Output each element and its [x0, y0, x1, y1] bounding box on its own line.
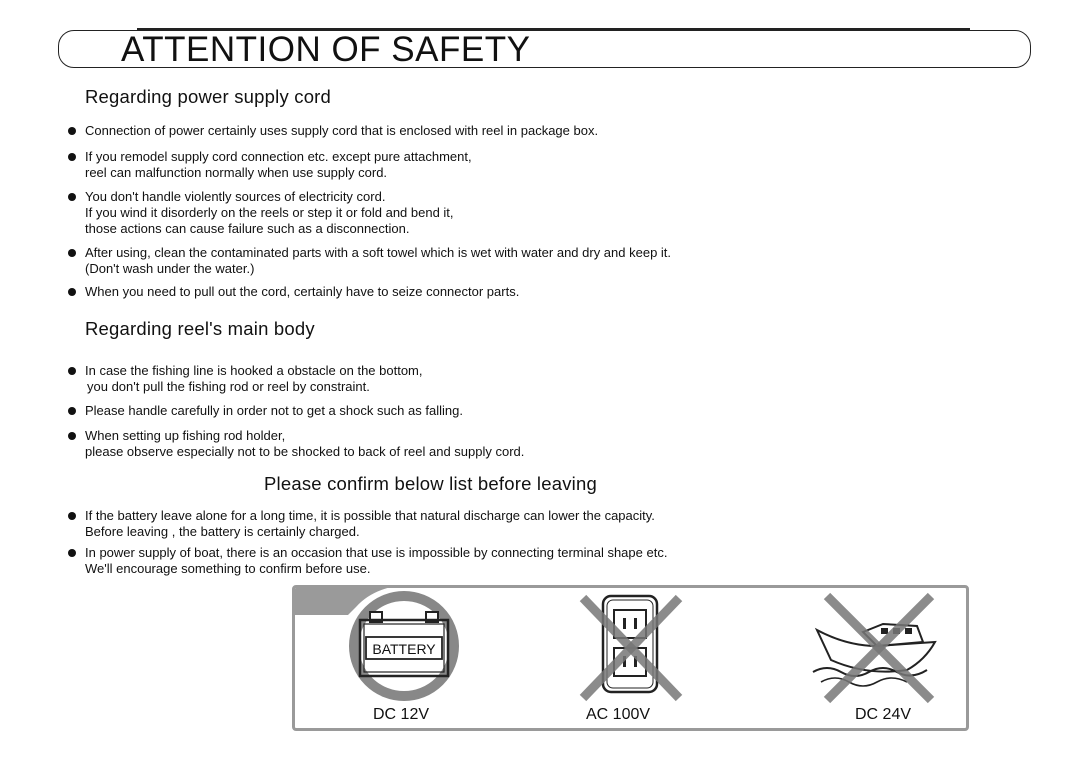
bullet-icon	[68, 549, 76, 557]
bullet-text: If the battery leave alone for a long time, it is possible that natural discharge can lower the capacity.	[85, 508, 655, 523]
bullet-text: Before leaving , the battery is certainly charged.	[85, 524, 360, 539]
bullet-text: Connection of power certainly uses supply cord that is enclosed with reel in package box.	[85, 123, 599, 138]
battery-icon	[340, 590, 470, 710]
bullet-text: (Don't wash under the water.)	[85, 261, 255, 276]
list-item	[68, 403, 463, 419]
bullet-text: you don't pull the fishing rod or reel by constraint.	[87, 379, 370, 394]
bullet-text: We'll encourage something to confirm before use.	[85, 561, 371, 576]
section-heading-reel-body: Regarding reel's main body	[85, 318, 315, 339]
battery-icon-text: BATTERY	[372, 641, 436, 657]
bullet-icon	[68, 367, 76, 375]
wall-outlet-icon	[565, 590, 695, 710]
bullet-text: those actions can cause failure such as a disconnection.	[85, 221, 410, 236]
power-label-dc12: DC 12V	[373, 706, 430, 723]
bullet-text: If you remodel supply cord connection etc. except pure attachment,	[85, 149, 472, 164]
bullet-icon	[68, 193, 76, 201]
list-item	[68, 284, 519, 300]
bullet-icon	[68, 512, 76, 520]
section-heading-before-leaving: Please confirm below list before leaving	[264, 473, 597, 494]
bullet-text: When you need to pull out the cord, certainly have to seize connector parts.	[85, 284, 520, 299]
section-heading-power-cord: Regarding power supply cord	[85, 86, 332, 107]
bullet-icon	[68, 407, 76, 415]
bullet-icon	[68, 153, 76, 161]
power-label-ac100: AC 100V	[586, 706, 651, 723]
bullet-text: After using, clean the contaminated parts with a soft towel which is wet with water and dry and keep it.	[85, 245, 672, 260]
power-supply-panel	[292, 585, 969, 731]
list-item	[68, 149, 472, 181]
bullet-text: In power supply of boat, there is an occasion that use is impossible by connecting terminal shape etc.	[85, 545, 668, 560]
list-item	[68, 245, 671, 277]
boat-icon	[807, 590, 947, 710]
list-item	[68, 545, 667, 577]
bullet-icon	[68, 249, 76, 257]
list-item	[68, 363, 423, 395]
bullet-text: When setting up fishing rod holder,	[85, 428, 286, 443]
bullet-text: reel can malfunction normally when use supply cord.	[85, 165, 388, 180]
bullet-text: In case the fishing line is hooked a obstacle on the bottom,	[85, 363, 423, 378]
bullet-text: please observe especially not to be shocked to back of reel and supply cord.	[85, 444, 525, 459]
title-bar	[58, 30, 1031, 68]
power-label-dc24: DC 24V	[855, 706, 912, 723]
bullet-text: You don't handle violently sources of electricity cord.	[85, 189, 386, 204]
list-item	[68, 428, 524, 460]
list-item	[68, 508, 655, 540]
bullet-text: If you wind it disorderly on the reels or step it or fold and bend it,	[85, 205, 454, 220]
bullet-icon	[68, 288, 76, 296]
page-title: ATTENTION OF SAFETY	[121, 30, 531, 69]
list-item	[68, 123, 598, 139]
bullet-text: Please handle carefully in order not to get a shock such as falling.	[85, 403, 463, 418]
bullet-icon	[68, 432, 76, 440]
bullet-icon	[68, 127, 76, 135]
list-item	[68, 189, 454, 237]
